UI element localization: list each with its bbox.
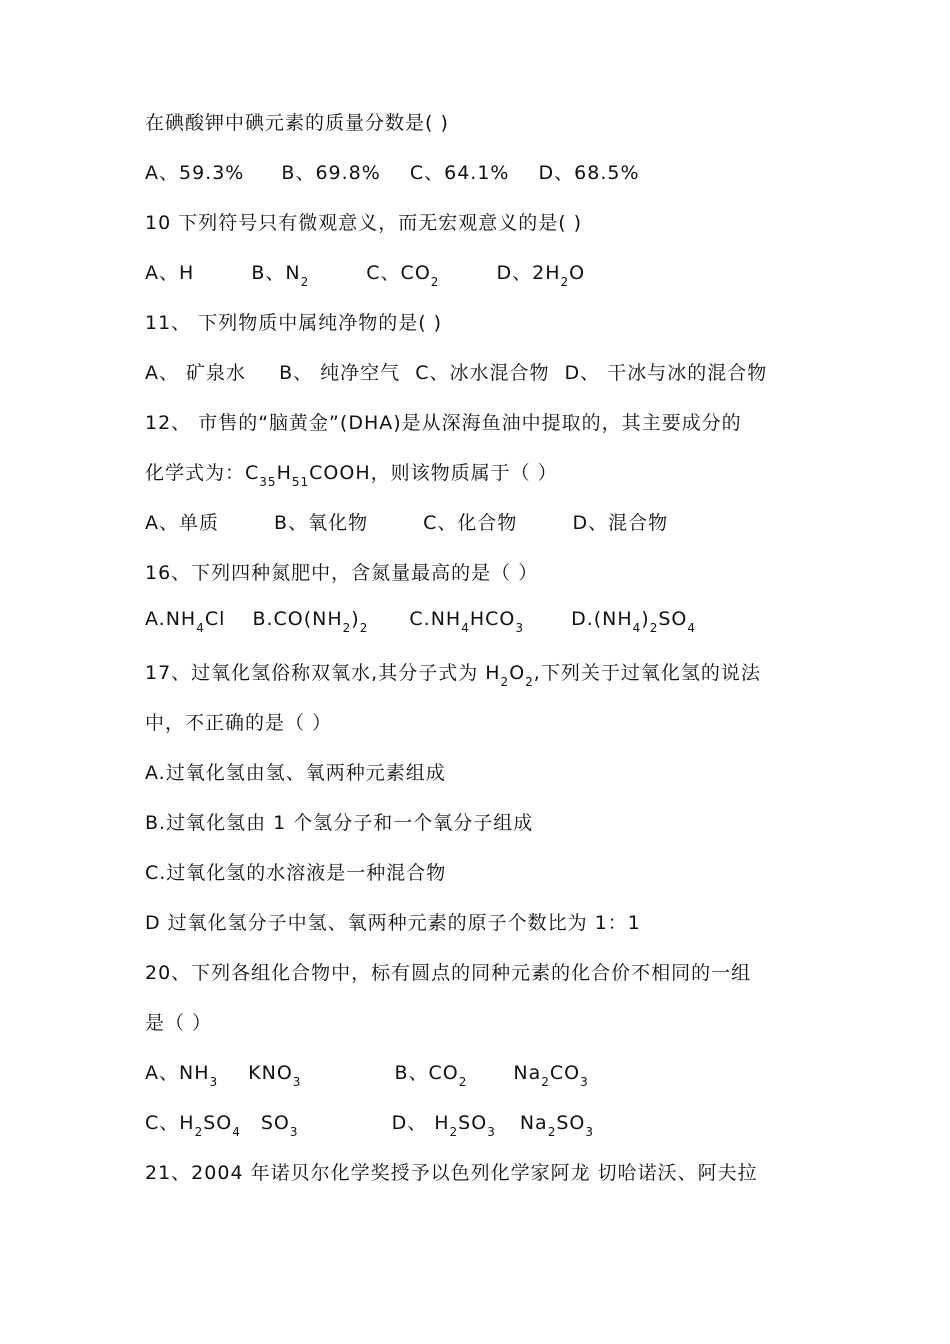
option-a: $A.NH_4Cl$ — [145, 608, 226, 635]
option-b: B、$N_2$ — [251, 262, 310, 289]
option-d: D、$2H_2O$ — [496, 262, 586, 289]
option-a: A、 矿泉水 — [145, 362, 247, 384]
question-21-stem: 21、2004 年诺贝尔化学奖授予以色列化学家阿龙 切哈诺沃、阿夫拉 — [145, 1162, 758, 1184]
question-17-stem-cont: 中，不正确的是（ ） — [145, 712, 333, 734]
question-text: 12、 市售的“脑黄金”(DHA)是从深海鱼油中提取的，其主要成分的 — [145, 412, 742, 434]
question-17-option-d: D 过氧化氢分子中氢、氧两种元素的原子个数比为 1：1 — [145, 912, 641, 934]
question-text: 在碘酸钾中碘元素的质量分数是( ) — [145, 112, 449, 134]
option-b: B、氧化物 — [274, 512, 369, 534]
question-17-stem: 17、过氧化氢俗称双氧水,其分子式为 $H_2O_2$,下列关于过氧化氢的说法 — [145, 662, 761, 689]
question-9-options — [145, 158, 640, 185]
option-b: $B.CO(NH_2)_2$ — [252, 608, 369, 635]
option-c: C、64.1% — [409, 162, 510, 184]
option-c: C、化合物 — [423, 512, 518, 534]
question-17-option-a: A.过氧化氢由氢、氧两种元素组成 — [145, 762, 446, 784]
question-12-stem-cont: 化学式为：$C_{35}H_{51}COOH$，则该物质属于（ ） — [145, 462, 558, 489]
option-a: A、H — [145, 262, 195, 284]
question-text: 10 下列符号只有微观意义，而无宏观意义的是( ) — [145, 212, 583, 234]
question-17-option-c: C.过氧化氢的水溶液是一种混合物 — [145, 862, 447, 884]
option-c: $C.NH_4HCO_3$ — [409, 608, 525, 635]
question-10-options — [145, 258, 586, 289]
question-11-stem — [145, 308, 442, 335]
option-d: D、混合物 — [572, 512, 669, 534]
question-10-stem — [145, 208, 582, 235]
option-b: B、$CO_2$ $Na_2CO_3$ — [394, 1062, 589, 1089]
question-text: 16、下列四种氮肥中，含氮量最高的是（ ） — [145, 562, 539, 584]
option-c: C、$CO_2$ — [366, 262, 440, 289]
option-b: B、69.8% — [281, 162, 381, 184]
option-d: $D.(NH_4)_2SO_4$ — [571, 608, 697, 635]
question-12-options — [145, 508, 668, 535]
question-11-options — [145, 358, 767, 385]
question-17-option-b: B.过氧化氢由 1 个氢分子和一个氧分子组成 — [145, 812, 534, 834]
question-20-stem: 20、下列各组化合物中，标有圆点的同种元素的化合价不相同的一组 — [145, 962, 752, 984]
question-20-stem-cont: 是（ ） — [145, 1012, 213, 1034]
option-a: A、$NH_3$ $KNO_3$ — [145, 1062, 302, 1089]
option-d: D、 $H_2SO_3$ $Na_2SO_3$ — [391, 1112, 594, 1139]
option-c: C、冰水混合物 — [415, 362, 550, 384]
option-c: C、$H_2SO_4$ $SO_3$ — [145, 1112, 299, 1139]
question-16-options — [145, 608, 697, 635]
option-a: A、单质 — [145, 512, 219, 534]
option-d: D、68.5% — [538, 162, 640, 184]
question-12-stem — [145, 408, 742, 435]
option-a: A、59.3% — [145, 162, 245, 184]
option-d: D、 干冰与冰的混合物 — [564, 362, 768, 384]
question-20-options-ab — [145, 1058, 589, 1089]
question-9-stem — [145, 108, 449, 135]
question-16-stem — [145, 558, 538, 585]
question-text: 11、 下列物质中属纯净物的是( ) — [145, 312, 443, 334]
option-b: B、 纯净空气 — [279, 362, 401, 384]
question-20-options-cd — [145, 1108, 594, 1139]
